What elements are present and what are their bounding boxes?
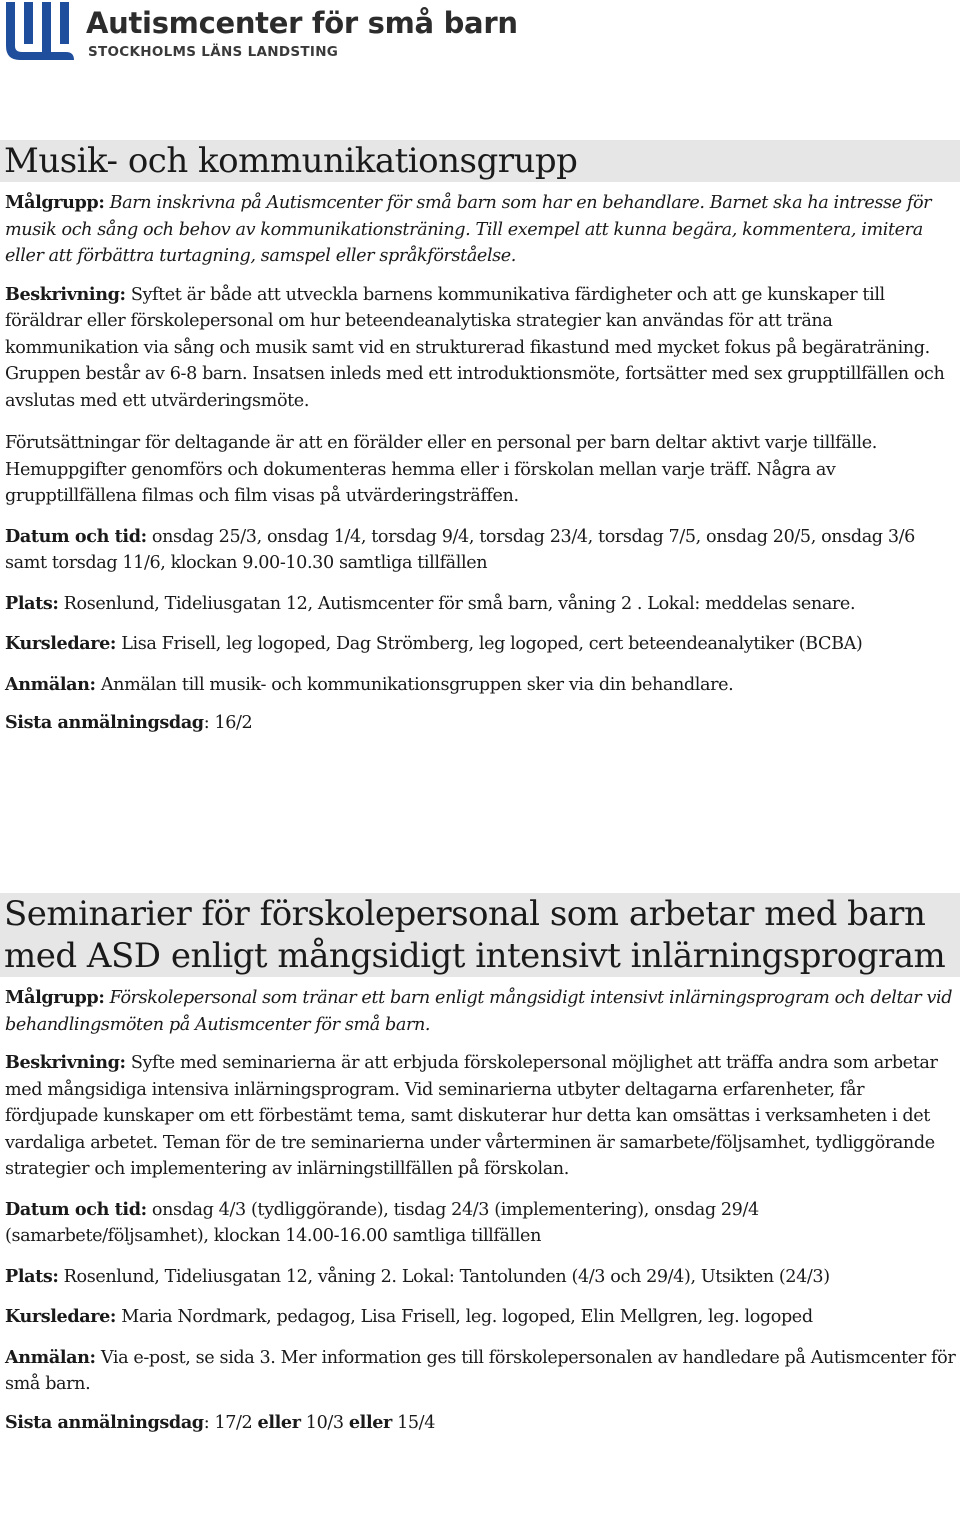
plats-label: Plats:: [5, 1265, 59, 1287]
section-musik: [0, 140, 960, 749]
sista-paragraph: [0, 1410, 960, 1437]
sista-paragraph: [0, 710, 960, 737]
sista-date-1: : 17/2: [203, 1412, 258, 1433]
beskrivning-text: Syftet är både att utveckla barnens kommunikativa färdigheter och att ge kunskaper till föräldrar eller förskolepersonal om hur beteendeanalytiska strategier kan användas för att träna kommunikation via sång och musik samt vid en strukturerad fikastund med mycket fokus på begäraträning. Gruppen består av 6-8 barn. Insatsen inleds med ett introduktionsmöte, fortsätter med sex grupptillfällen och avslutas med ett utvärderingsmöte.: [5, 284, 945, 411]
sista-eller-1: eller: [257, 1411, 301, 1433]
kursledare-paragraph: [0, 1304, 960, 1331]
anmalan-label: Anmälan:: [5, 1346, 96, 1368]
landsting-logo-icon: [4, 2, 80, 64]
plats-text: Rosenlund, Tideliusgatan 12, Autismcenter för små barn, våning 2 . Lokal: meddelas senare.: [63, 593, 856, 614]
anmalan-text: Via e-post, se sida 3. Mer information ges till förskolepersonalen av handledare på Autismcenter för små barn.: [5, 1347, 956, 1394]
datum-text: onsdag 4/3 (tydliggörande), tisdag 24/3 (implementering), onsdag 29/4 (samarbete/följsamhet), klockan 14.00-16.00 samtliga tillfällen: [5, 1199, 759, 1246]
beskrivning-label: Beskrivning:: [5, 283, 126, 305]
datum-text: onsdag 25/3, onsdag 1/4, torsdag 9/4, torsdag 23/4, torsdag 7/5, onsdag 20/5, onsdag 3/6 samt torsdag 11/6, klockan 9.00-10.30 samtliga tillfällen: [5, 526, 915, 573]
section-heading: Musik- och kommunikationsgrupp: [4, 141, 578, 181]
beskrivning-paragraph: [0, 1050, 960, 1183]
sista-text: : 16/2: [203, 713, 253, 733]
malgrupp-paragraph: [0, 985, 960, 1038]
anmalan-text: Anmälan till musik- och kommunikationsgruppen sker via din behandlare.: [100, 674, 734, 695]
logo-subtitle: STOCKHOLMS LÄNS LANDSTING: [88, 44, 339, 60]
logo: [4, 2, 534, 66]
kursledare-label: Kursledare:: [5, 633, 117, 654]
logo-title: Autismcenter för små barn: [86, 6, 518, 40]
kursledare-label: Kursledare:: [5, 1306, 117, 1327]
beskrivning-paragraph: [0, 282, 960, 415]
section-heading-band: [0, 893, 960, 977]
plats-text: Rosenlund, Tideliusgatan 12, våning 2. Lokal: Tantolunden (4/3 och 29/4), Utsikten (24/3): [63, 1266, 830, 1287]
sista-eller-2: eller: [348, 1411, 392, 1433]
section-seminarier: [0, 893, 960, 1448]
sista-date-3: 15/4: [391, 1412, 436, 1433]
anmalan-label: Anmälan:: [5, 673, 96, 695]
sista-date-2: 10/3: [300, 1412, 349, 1433]
malgrupp-label: Målgrupp:: [5, 192, 105, 213]
sista-label: Sista anmälningsdag: [5, 712, 204, 733]
kursledare-text: Lisa Frisell, leg logoped, Dag Strömberg, leg logoped, cert beteendeanalytiker (BCBA): [121, 634, 863, 654]
section-heading: Seminarier för förskolepersonal som arbetar med barn med ASD enligt mångsidigt intensivt inlärningsprogram: [4, 894, 946, 976]
malgrupp-paragraph: [0, 190, 960, 270]
sista-label: Sista anmälningsdag: [5, 1411, 204, 1433]
anmalan-paragraph: [0, 1345, 960, 1398]
forutsattningar-paragraph: Förutsättningar för deltagande är att en förälder eller en personal per barn deltar aktivt varje tillfälle. Hemuppgifter genomförs och dokumenteras hemma eller i förskolan mellan varje träff. Några av grupptillfällena filmas och film visas på utvärderingsträffen.: [5, 433, 877, 506]
datum-paragraph: [0, 1197, 960, 1250]
section-heading-band: [0, 140, 960, 182]
datum-label: Datum och tid:: [5, 525, 147, 547]
kursledare-paragraph: [0, 631, 960, 658]
beskrivning-text: Syfte med seminarierna är att erbjuda förskolepersonal möjlighet att träffa andra som arbetar med mångsidiga intensiva inlärningsprogram. Vid seminarierna utbyter deltagarna erfarenheter, får fördjupade kunskaper om ett förbestämt tema, samt diskuterar hur detta kan omsättas i verksamheten i det vardaliga arbetet. Teman för de tre seminarierna under vårterminen är samarbete/följsamhet, tydliggörande strategier och implementering av inlärningstillfällen på förskolan.: [5, 1053, 938, 1179]
datum-label: Datum och tid:: [5, 1198, 147, 1220]
malgrupp-label: Målgrupp:: [5, 987, 105, 1008]
malgrupp-text: Barn inskrivna på Autismcenter för små barn som har en behandlare. Barnet ska ha intresse för musik och sång och behov av kommunikationsträning. Till exempel att kunna begära, kommentera, imitera eller att förbättra turtagning, samspel eller språkförståelse.: [5, 193, 932, 266]
plats-label: Plats:: [5, 592, 59, 614]
malgrupp-text: Förskolepersonal som tränar ett barn enligt mångsidigt intensivt inlärningsprogram och deltar vid behandlingsmöten på Autismcenter för små barn.: [5, 988, 953, 1035]
beskrivning-label: Beskrivning:: [5, 1052, 126, 1073]
plats-paragraph: [0, 1264, 960, 1291]
anmalan-paragraph: [0, 672, 960, 699]
kursledare-text: Maria Nordmark, pedagog, Lisa Frisell, leg. logoped, Elin Mellgren, leg. logoped: [121, 1307, 813, 1327]
datum-paragraph: [0, 524, 960, 577]
plats-paragraph: [0, 591, 960, 618]
